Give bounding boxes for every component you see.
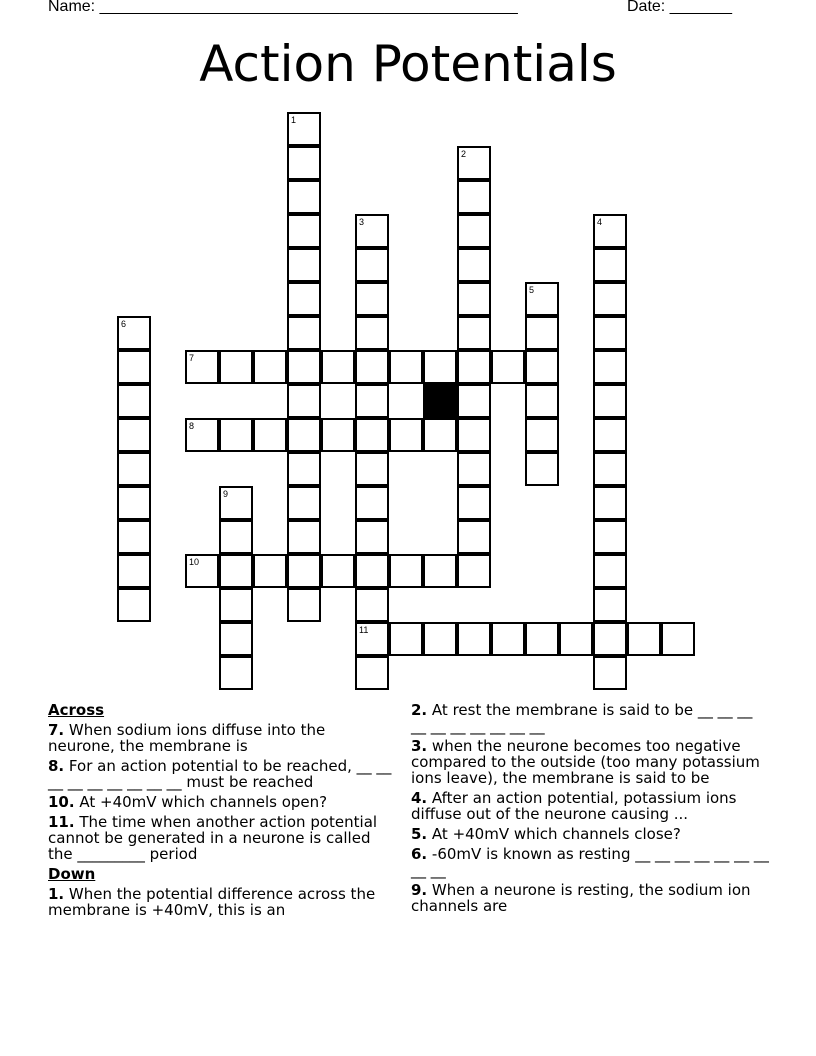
clue-number: 8. <box>48 757 65 775</box>
crossword-cell[interactable] <box>355 248 389 282</box>
across-heading: Across <box>48 701 105 719</box>
crossword-cell[interactable] <box>321 350 355 384</box>
crossword-cell[interactable] <box>661 622 695 656</box>
cell-number: 8 <box>189 421 195 431</box>
crossword-cell[interactable] <box>389 418 423 452</box>
clue-text: when the neurone becomes too negative compared to the outside (too many potassium ions leave), the membrane is said to be <box>411 737 760 787</box>
crossword-cell[interactable] <box>457 282 491 316</box>
crossword-cell[interactable] <box>423 554 457 588</box>
crossword-cell[interactable] <box>355 520 389 554</box>
crossword-cell[interactable] <box>321 554 355 588</box>
crossword-cell[interactable] <box>287 486 321 520</box>
date-line: Date: _______ <box>627 0 732 15</box>
clue-across-10 <box>48 794 393 810</box>
clue-text: After an action potential, potassium ions diffuse out of the neurone causing ... <box>411 789 737 823</box>
crossword-cell[interactable] <box>287 112 321 146</box>
crossword-cell[interactable] <box>287 418 321 452</box>
crossword-cell[interactable] <box>219 350 253 384</box>
cell-number: 4 <box>597 217 603 227</box>
crossword-cell[interactable] <box>457 520 491 554</box>
crossword-cell[interactable] <box>117 588 151 622</box>
clue-text: When sodium ions diffuse into the neurone, the membrane is <box>48 721 326 755</box>
crossword-cell[interactable] <box>457 180 491 214</box>
crossword-cell[interactable] <box>355 452 389 486</box>
crossword-cell[interactable] <box>219 622 253 656</box>
clue-text: -60mV is known as resting __ __ __ __ __ __ __ __ __ <box>411 845 769 879</box>
clues-right-column <box>411 702 771 918</box>
clues-left-column <box>48 702 393 922</box>
clue-number: 4. <box>411 789 428 807</box>
clue-down-6 <box>411 846 771 878</box>
crossword-cell[interactable] <box>117 520 151 554</box>
crossword-cell[interactable] <box>457 384 491 418</box>
crossword-cell[interactable] <box>287 384 321 418</box>
crossword-cell[interactable] <box>355 282 389 316</box>
crossword-cell[interactable] <box>287 180 321 214</box>
crossword-cell[interactable] <box>457 418 491 452</box>
crossword-cell[interactable] <box>117 350 151 384</box>
clue-number: 10. <box>48 793 75 811</box>
crossword-cell[interactable] <box>185 350 219 384</box>
crossword-cell[interactable] <box>287 452 321 486</box>
crossword-cell[interactable] <box>457 350 491 384</box>
clue-number: 1. <box>48 885 65 903</box>
crossword-cell[interactable] <box>287 316 321 350</box>
crossword-cell[interactable] <box>525 316 559 350</box>
cell-number: 11 <box>359 625 369 635</box>
crossword-cell[interactable] <box>525 622 559 656</box>
clue-number: 9. <box>411 881 428 899</box>
crossword-cell[interactable] <box>525 350 559 384</box>
clue-number: 11. <box>48 813 75 831</box>
crossword-cell[interactable] <box>389 554 423 588</box>
crossword-cell[interactable] <box>219 588 253 622</box>
page-title: Action Potentials <box>199 35 617 93</box>
crossword-cell[interactable] <box>593 622 627 656</box>
clue-text: When the potential difference across the membrane is +40mV, this is an <box>48 885 376 919</box>
crossword-cell[interactable] <box>593 282 627 316</box>
cell-number: 7 <box>189 353 195 363</box>
crossword-cell[interactable] <box>219 656 253 690</box>
crossword-cell[interactable] <box>219 486 253 520</box>
crossword-cell[interactable] <box>593 418 627 452</box>
cell-number: 5 <box>529 285 535 295</box>
crossword-cell[interactable] <box>185 418 219 452</box>
clue-across-11 <box>48 814 393 862</box>
crossword-cell[interactable] <box>253 350 287 384</box>
crossword-cell[interactable] <box>457 214 491 248</box>
crossword-cell[interactable] <box>525 384 559 418</box>
crossword-cell[interactable] <box>355 214 389 248</box>
crossword-cell[interactable] <box>593 588 627 622</box>
crossword-cell[interactable] <box>355 622 389 656</box>
crossword-cell[interactable] <box>457 554 491 588</box>
crossword-cell[interactable] <box>593 214 627 248</box>
cell-number: 9 <box>223 489 229 499</box>
crossword-cell[interactable] <box>219 418 253 452</box>
clue-text: For an action potential to be reached, __ __ __ __ __ __ __ __ __ must be reached <box>48 757 392 791</box>
clue-down-3 <box>411 738 771 786</box>
crossword-cell[interactable] <box>389 622 423 656</box>
crossword-cell[interactable] <box>457 146 491 180</box>
crossword-cell[interactable] <box>593 452 627 486</box>
crossword-cell[interactable] <box>287 554 321 588</box>
down-heading: Down <box>48 865 96 883</box>
crossword-cell[interactable] <box>287 146 321 180</box>
clue-down-2 <box>411 702 771 734</box>
clue-text: The time when another action potential cannot be generated in a neurone is called the _________ period <box>48 813 378 863</box>
crossword-cell[interactable] <box>559 622 593 656</box>
crossword-cell[interactable] <box>117 452 151 486</box>
crossword-cell[interactable] <box>593 520 627 554</box>
clue-number: 5. <box>411 825 428 843</box>
crossword-cell[interactable] <box>219 520 253 554</box>
crossword-cell[interactable] <box>355 588 389 622</box>
crossword-cell[interactable] <box>457 486 491 520</box>
crossword-cell[interactable] <box>423 418 457 452</box>
crossword-cell[interactable] <box>525 452 559 486</box>
crossword-cell[interactable] <box>287 282 321 316</box>
crossword-cell[interactable] <box>525 282 559 316</box>
crossword-cell[interactable] <box>287 248 321 282</box>
crossword-cell[interactable] <box>117 486 151 520</box>
clue-down-5 <box>411 826 771 842</box>
crossword-cell[interactable] <box>355 384 389 418</box>
crossword-cell[interactable] <box>593 554 627 588</box>
crossword-cell[interactable] <box>355 656 389 690</box>
crossword-cell[interactable] <box>355 316 389 350</box>
crossword-cell[interactable] <box>423 350 457 384</box>
cell-number: 1 <box>291 115 297 125</box>
crossword-cell[interactable] <box>457 316 491 350</box>
crossword-cell[interactable] <box>253 418 287 452</box>
clue-down-9 <box>411 882 771 914</box>
cell-number: 10 <box>189 557 200 567</box>
clue-text: At +40mV which channels close? <box>431 825 681 843</box>
crossword-cell[interactable] <box>593 656 627 690</box>
crossword-cell[interactable] <box>355 486 389 520</box>
crossword-cell[interactable] <box>355 350 389 384</box>
cell-number: 6 <box>121 319 127 329</box>
cell-number: 2 <box>461 149 467 159</box>
crossword-cell[interactable] <box>627 622 661 656</box>
crossword-cell[interactable] <box>287 588 321 622</box>
crossword-cell[interactable] <box>593 486 627 520</box>
clue-down-1 <box>48 886 393 918</box>
crossword-cell[interactable] <box>185 554 219 588</box>
crossword-cell[interactable] <box>457 248 491 282</box>
crossword-cell[interactable] <box>491 622 525 656</box>
crossword-cell[interactable] <box>117 384 151 418</box>
crossword-cell[interactable] <box>287 520 321 554</box>
crossword-cell[interactable] <box>389 350 423 384</box>
cell-number: 3 <box>359 217 365 227</box>
crossword-cell[interactable] <box>287 350 321 384</box>
clue-text: At +40mV which channels open? <box>79 793 328 811</box>
crossword-cell[interactable] <box>287 214 321 248</box>
crossword-cell[interactable] <box>355 418 389 452</box>
crossword-cell[interactable] <box>117 316 151 350</box>
crossword-cell[interactable] <box>593 316 627 350</box>
crossword-cell[interactable] <box>593 384 627 418</box>
clue-down-4 <box>411 790 771 822</box>
crossword-cell[interactable] <box>423 622 457 656</box>
crossword-cell[interactable] <box>491 350 525 384</box>
crossword-cell[interactable] <box>593 248 627 282</box>
crossword-cell[interactable] <box>525 418 559 452</box>
crossword-cell[interactable] <box>117 418 151 452</box>
crossword-cell[interactable] <box>355 554 389 588</box>
blocked-cell <box>423 384 457 418</box>
crossword-cell[interactable] <box>253 554 287 588</box>
clue-across-8 <box>48 758 393 790</box>
crossword-cell[interactable] <box>321 418 355 452</box>
crossword-cell[interactable] <box>457 452 491 486</box>
crossword-cell[interactable] <box>117 554 151 588</box>
clue-number: 6. <box>411 845 428 863</box>
crossword-cell[interactable] <box>593 350 627 384</box>
clue-number: 7. <box>48 721 65 739</box>
name-line: Name: _______________________________________________ <box>48 0 518 15</box>
clue-number: 2. <box>411 701 428 719</box>
clue-across-7 <box>48 722 393 754</box>
clue-number: 3. <box>411 737 428 755</box>
crossword-cell[interactable] <box>457 622 491 656</box>
crossword-cell[interactable] <box>219 554 253 588</box>
clue-text: At rest the membrane is said to be __ __ __ __ __ __ __ __ __ __ <box>411 701 753 735</box>
clue-text: When a neurone is resting, the sodium ion channels are <box>411 881 751 915</box>
